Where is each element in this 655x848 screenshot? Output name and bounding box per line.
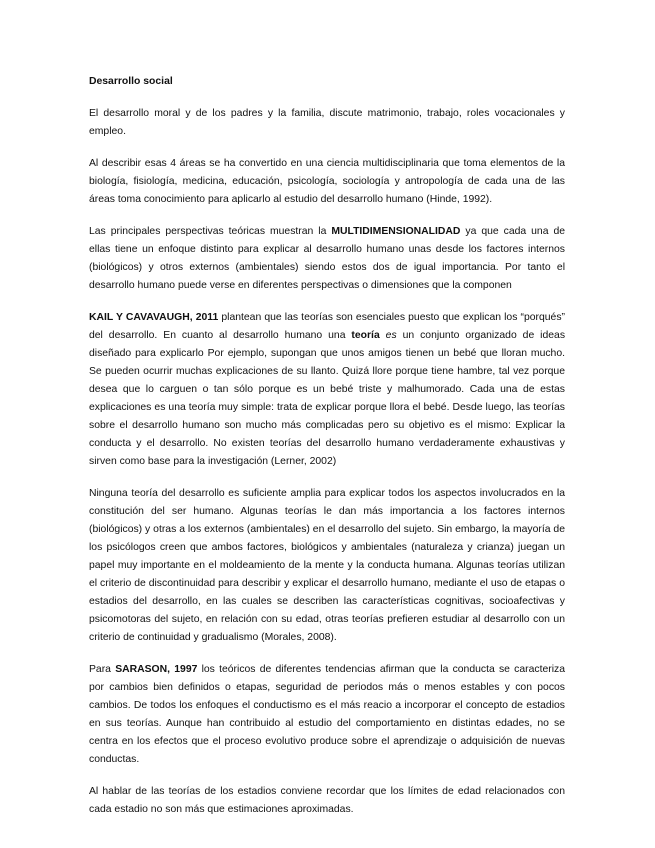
paragraph-3-pre: Las principales perspectivas teóricas muestran la [89, 226, 332, 237]
paragraph-5: Ninguna teoría del desarrollo es suficiente amplia para explicar todos los aspectos involucrados en la constitución del ser humano. Algunas teorías le dan más importancia a los factores internos (biológicos) y otras a los externos (ambientales) en el desarrollo del sujeto. Sin embargo, la mayoría de los psicólogos creen que ambos factores, biológicos y ambientales (naturaleza y crianza) juegan un papel muy importante en el moldeamiento de la mente y la conducta humana. Algunas teorías utilizan el criterio de discontinuidad para describir y explicar el desarrollo humano, mediante el uso de etapas o estadios del desarrollo, en las cuales se describen las características cognitivas, socioafectivas y psicomotoras del sujeto, en relación con su edad, otras teorías prefieren estudiar al desarrollo con un criterio de continuidad y gradualismo (Morales, 2008). [89, 488, 565, 643]
es-italic: es [385, 330, 397, 341]
paragraph-4-text-1: plantean que las teorías son esenciales puesto que explican los “porqués” del desarrollo. En cuanto al desarrollo humano una [89, 312, 565, 341]
paragraph-3-post: ya que cada una de ellas tiene un enfoque distinto para explicar al desarrollo humano unas desde los factores internos (biológicos) y otros externos (ambientales) siendo estos dos de igual importancia. Por tanto el desarrollo humano puede verse en diferentes perspectivas o dimensiones que la componen [89, 226, 565, 291]
kail-citation: KAIL Y CAVAVAUGH, 2011 [89, 312, 219, 323]
paragraph-6-post: los teóricos de diferentes tendencias afirman que la conducta se caracteriza por cambios bien definidos o etapas, seguridad de periodos más o menos estables y con pocos cambios. De todos los enfoques el conductismo es el más reacio a incorporar el concepto de estadios en sus teorías. Aunque han contribuido al estudio del comportamiento en distintas edades, no se centra en los efectos que el proceso evolutivo produce sobre el aprendizaje o adquisición de nuevas conductas. [89, 664, 565, 765]
teoria-term: teoría [351, 330, 380, 341]
paragraph-6-pre: Para [89, 664, 116, 675]
paragraph-4 [89, 309, 565, 471]
multidimensionalidad-term: MULTIDIMENSIONALIDAD [331, 226, 461, 237]
document-page [89, 74, 565, 833]
paragraph-1: El desarrollo moral y de los padres y la familia, discute matrimonio, trabajo, roles vocacionales y empleo. [89, 108, 565, 137]
sarason-citation: SARASON, 1997 [115, 664, 198, 675]
paragraph-4-text-2: un conjunto organizado de ideas diseñado para explicarlo Por ejemplo, supongan que unos amigos tienen un bebé que lloran mucho. Se pueden ocurrir muchas explicaciones de su llanto. Quizá llore porque tiene hambre, tal vez porque desea que lo carguen o tan sólo porque es un bebé triste y malhumorado. Cada una de estas explicaciones es una teoría muy simple: trata de explicar porque llora el bebé. Desde luego, las teorías sobre el desarrollo humano son mucho más complicadas pero su objetivo es el mismo: Explicar la conducta y el desarrollo. No existen teorías del desarrollo humano verdaderamente exhaustivas y sirven como base para la investigación (Lerner, 2002) [89, 330, 566, 467]
paragraph-7: Al hablar de las teorías de los estadios conviene recordar que los límites de edad relacionados con cada estadio no son más que estimaciones aproximadas. [89, 786, 565, 815]
paragraph-6 [89, 661, 565, 769]
paragraph-3 [89, 223, 565, 295]
paragraph-2: Al describir esas 4 áreas se ha convertido en una ciencia multidisciplinaria que toma elementos de la biología, fisiología, medicina, educación, psicología, sociología y antropología de cada una de las áreas toma conocimiento para aplicarlo al estudio del desarrollo humano (Hinde, 1992). [89, 158, 565, 205]
document-title: Desarrollo social [89, 76, 173, 87]
